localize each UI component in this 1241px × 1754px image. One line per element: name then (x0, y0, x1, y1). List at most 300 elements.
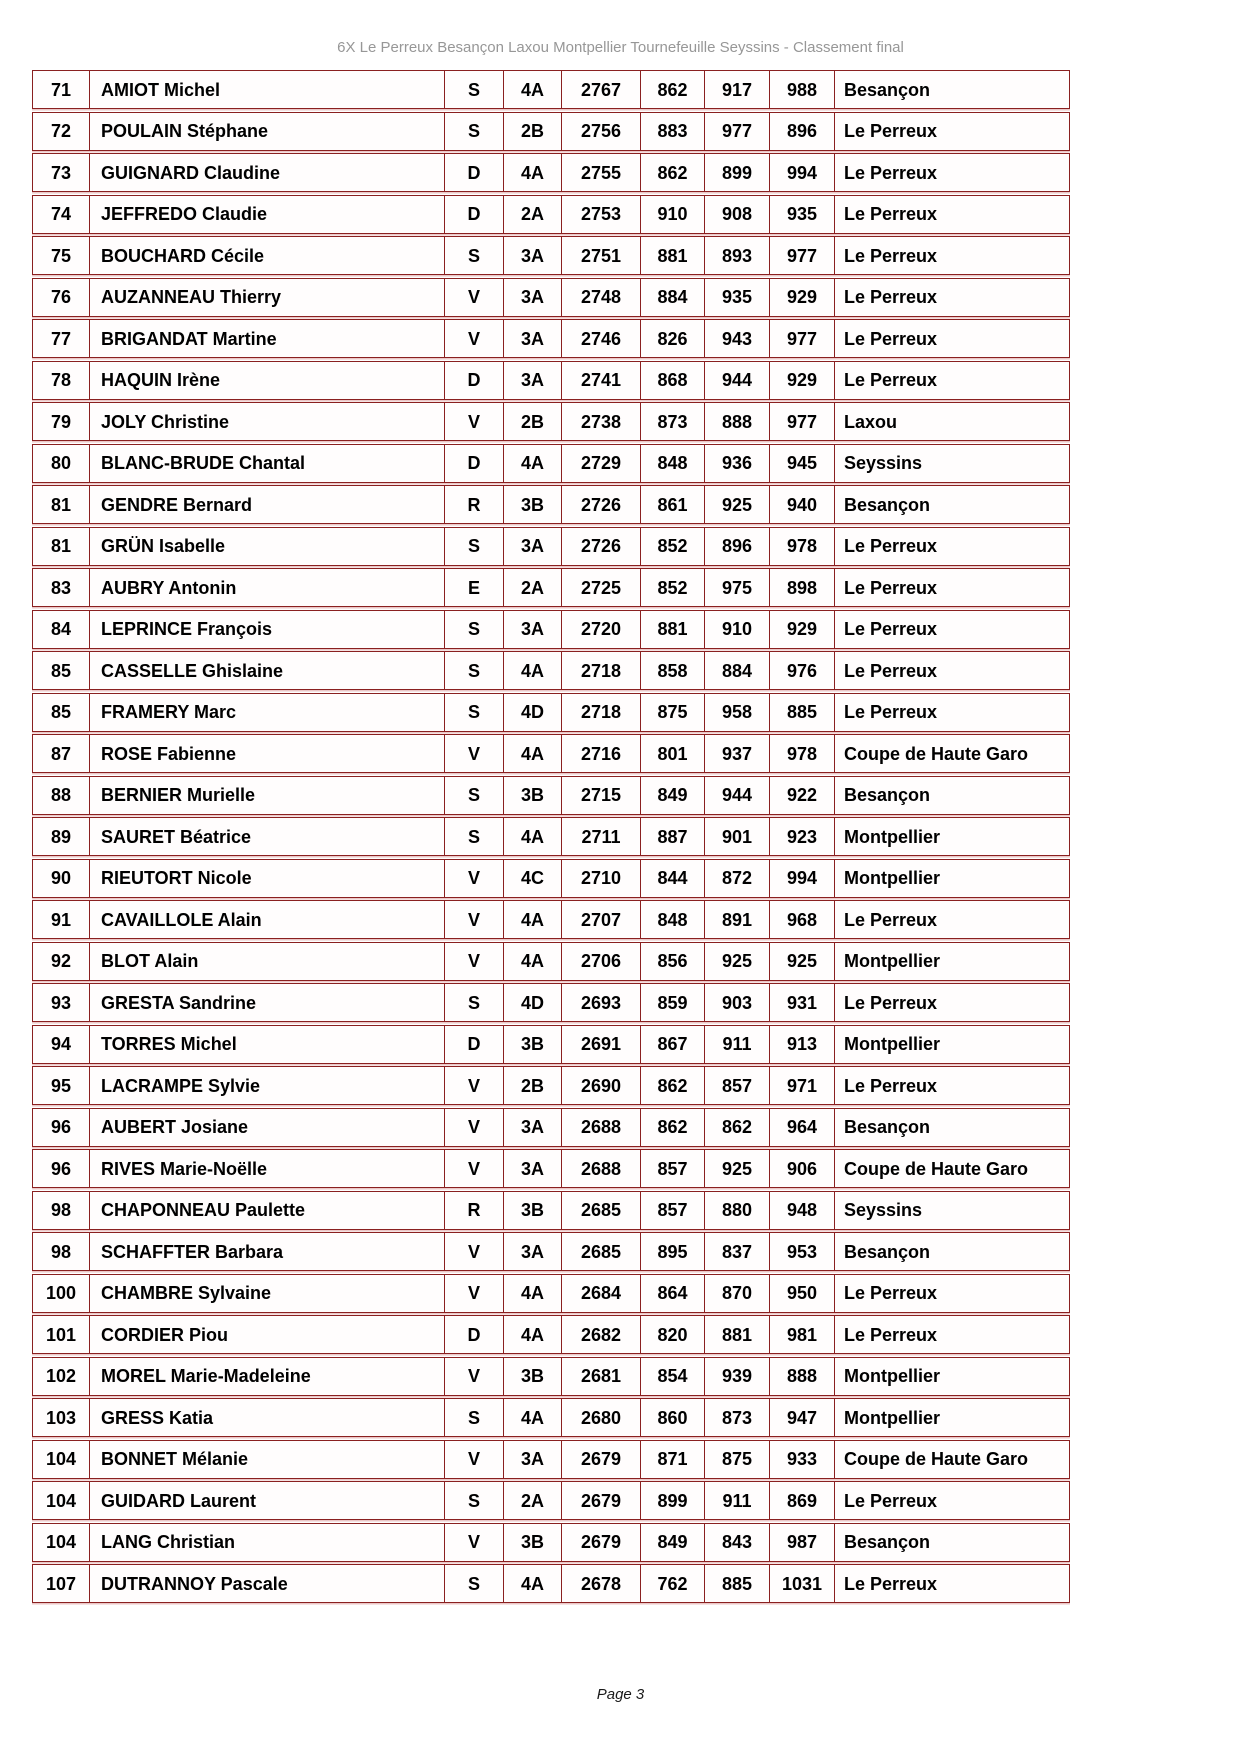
series-cell: 4A (503, 901, 561, 938)
player-name-cell: GUIGNARD Claudine (89, 154, 444, 191)
series-cell: 2B (503, 1067, 561, 1104)
table-row (32, 568, 1070, 607)
player-name-cell: DUTRANNOY Pascale (89, 1565, 444, 1602)
series-cell: 4A (503, 1399, 561, 1436)
player-name-cell: CHAPONNEAU Paulette (89, 1192, 444, 1229)
series-cell: 2B (503, 403, 561, 440)
table-row (32, 817, 1070, 856)
rank-cell: 96 (50, 1117, 72, 1137)
round1-cell: 875 (640, 694, 704, 731)
series-cell: 3A (503, 1233, 561, 1270)
table-row (32, 1149, 1070, 1188)
club-cell: Le Perreux (834, 569, 1069, 606)
round3-cell: 869 (769, 1482, 834, 1519)
table-row (32, 1274, 1070, 1313)
round3-cell: 976 (769, 652, 834, 689)
club-cell: Le Perreux (834, 528, 1069, 565)
series-cell: 2B (503, 113, 561, 150)
round3-cell: 977 (769, 403, 834, 440)
series-cell: 3B (503, 777, 561, 814)
table-row (32, 1066, 1070, 1105)
round3-cell: 977 (769, 237, 834, 274)
round1-cell: 861 (640, 486, 704, 523)
rank-cell: 77 (50, 328, 72, 349)
total-cell: 2751 (561, 237, 640, 274)
player-name-cell: RIEUTORT Nicole (89, 860, 444, 897)
round2-cell: 885 (704, 1565, 769, 1602)
round2-cell: 862 (704, 1109, 769, 1146)
round3-cell: 964 (769, 1109, 834, 1146)
table-row (32, 983, 1070, 1022)
round3-cell: 953 (769, 1233, 834, 1270)
series-cell: 4A (503, 818, 561, 855)
round3-cell: 925 (769, 943, 834, 980)
rank-cell: 81 (50, 494, 72, 515)
round3-cell: 929 (769, 362, 834, 399)
player-name-cell: AMIOT Michel (89, 71, 444, 108)
round3-cell: 945 (769, 445, 834, 482)
total-cell: 2678 (561, 1565, 640, 1602)
rank-cell: 95 (50, 1075, 72, 1096)
status-cell: R (444, 486, 503, 523)
round2-cell: 917 (704, 71, 769, 108)
table-row (32, 1440, 1070, 1479)
round3-cell: 971 (769, 1067, 834, 1104)
round1-cell: 852 (640, 528, 704, 565)
total-cell: 2679 (561, 1524, 640, 1561)
status-cell: V (444, 1150, 503, 1187)
round1-cell: 862 (640, 154, 704, 191)
round1-cell: 862 (640, 71, 704, 108)
round3-cell: 931 (769, 984, 834, 1021)
status-cell: S (444, 237, 503, 274)
round1-cell: 871 (640, 1441, 704, 1478)
rank-cell: 102 (45, 1366, 77, 1386)
rank-cell: 81 (50, 536, 72, 556)
page-title: 6X Le Perreux Besançon Laxou Montpellier Tournefeuille Seyssins - Classement final (337, 39, 904, 56)
club-cell: Besançon (834, 71, 1069, 108)
series-cell: 4A (503, 1275, 561, 1312)
round1-cell: 854 (640, 1358, 704, 1395)
table-row (32, 651, 1070, 690)
player-name-cell: GUIDARD Laurent (89, 1482, 444, 1519)
round1-cell: 867 (640, 1026, 704, 1063)
total-cell: 2718 (561, 652, 640, 689)
round3-cell: 950 (769, 1275, 834, 1312)
total-cell: 2726 (561, 486, 640, 523)
table-row (32, 1025, 1070, 1064)
club-cell: Laxou (834, 403, 1069, 440)
table-row (32, 70, 1070, 109)
round2-cell: 925 (704, 1150, 769, 1187)
rank-cell: 94 (50, 1034, 72, 1054)
round1-cell: 859 (640, 984, 704, 1021)
status-cell: V (444, 943, 503, 980)
total-cell: 2756 (561, 113, 640, 150)
table-row (32, 153, 1070, 192)
status-cell: V (444, 1524, 503, 1561)
round3-cell: 994 (769, 154, 834, 191)
club-cell: Le Perreux (834, 984, 1069, 1021)
total-cell: 2684 (561, 1275, 640, 1312)
table-row (32, 734, 1070, 773)
round3-cell: 923 (769, 818, 834, 855)
total-cell: 2726 (561, 528, 640, 565)
round1-cell: 857 (640, 1150, 704, 1187)
total-cell: 2729 (561, 445, 640, 482)
player-name-cell: POULAIN Stéphane (89, 113, 444, 150)
series-cell: 4A (503, 735, 561, 772)
table-row (32, 195, 1070, 234)
series-cell: 4A (503, 1316, 561, 1353)
round3-cell: 978 (769, 735, 834, 772)
round2-cell: 911 (704, 1482, 769, 1519)
round2-cell: 843 (704, 1524, 769, 1561)
round2-cell: 935 (704, 279, 769, 316)
player-name-cell: JOLY Christine (89, 403, 444, 440)
player-name-cell: BERNIER Murielle (89, 777, 444, 814)
round2-cell: 881 (704, 1316, 769, 1353)
round1-cell: 826 (640, 320, 704, 357)
table-row (32, 1564, 1070, 1603)
table-row (32, 236, 1070, 275)
club-cell: Le Perreux (834, 237, 1069, 274)
series-cell: 4A (503, 154, 561, 191)
rank-cell: 72 (50, 121, 72, 141)
club-cell: Le Perreux (834, 1565, 1069, 1602)
round1-cell: 864 (640, 1275, 704, 1312)
rank-cell: 96 (50, 1158, 72, 1179)
rank-cell: 79 (50, 411, 72, 432)
round2-cell: 943 (704, 320, 769, 357)
round1-cell: 895 (640, 1233, 704, 1270)
round3-cell: 948 (769, 1192, 834, 1229)
total-cell: 2685 (561, 1192, 640, 1229)
club-cell: Coupe de Haute Garo (834, 1441, 1069, 1478)
rank-cell: 98 (50, 1200, 72, 1220)
player-name-cell: LEPRINCE François (89, 611, 444, 648)
round1-cell: 856 (640, 943, 704, 980)
round2-cell: 939 (704, 1358, 769, 1395)
player-name-cell: LANG Christian (89, 1524, 444, 1561)
round2-cell: 870 (704, 1275, 769, 1312)
club-cell: Le Perreux (834, 1275, 1069, 1312)
round1-cell: 899 (640, 1482, 704, 1519)
series-cell: 4D (503, 694, 561, 731)
player-name-cell: TORRES Michel (89, 1026, 444, 1063)
rank-cell: 89 (50, 826, 72, 847)
total-cell: 2746 (561, 320, 640, 357)
status-cell: S (444, 694, 503, 731)
series-cell: 4A (503, 652, 561, 689)
round1-cell: 860 (640, 1399, 704, 1436)
total-cell: 2767 (561, 71, 640, 108)
status-cell: V (444, 735, 503, 772)
total-cell: 2748 (561, 279, 640, 316)
table-row (32, 900, 1070, 939)
club-cell: Montpellier (834, 818, 1069, 855)
series-cell: 3A (503, 237, 561, 274)
player-name-cell: SAURET Béatrice (89, 818, 444, 855)
round1-cell: 820 (640, 1316, 704, 1353)
club-cell: Le Perreux (834, 113, 1069, 150)
table-row (32, 319, 1070, 358)
rank-cell: 84 (50, 619, 72, 639)
status-cell: V (444, 1441, 503, 1478)
page-number: Page 3 (596, 1686, 645, 1703)
total-cell: 2738 (561, 403, 640, 440)
round2-cell: 937 (704, 735, 769, 772)
table-row (32, 1481, 1070, 1520)
round2-cell: 857 (704, 1067, 769, 1104)
round1-cell: 852 (640, 569, 704, 606)
total-cell: 2716 (561, 735, 640, 772)
total-cell: 2725 (561, 569, 640, 606)
round2-cell: 872 (704, 860, 769, 897)
status-cell: V (444, 320, 503, 357)
rank-cell: 92 (50, 951, 72, 971)
round3-cell: 987 (769, 1524, 834, 1561)
club-cell: Seyssins (834, 445, 1069, 482)
round1-cell: 848 (640, 901, 704, 938)
rank-cell: 88 (50, 785, 72, 805)
status-cell: D (444, 445, 503, 482)
status-cell: V (444, 1067, 503, 1104)
round2-cell: 880 (704, 1192, 769, 1229)
player-name-cell: GRESS Katia (89, 1399, 444, 1436)
round2-cell: 884 (704, 652, 769, 689)
status-cell: S (444, 818, 503, 855)
status-cell: E (444, 569, 503, 606)
rank-cell: 74 (50, 204, 72, 224)
rank-cell: 87 (50, 743, 72, 764)
rank-cell: 78 (50, 370, 72, 390)
round2-cell: 908 (704, 196, 769, 233)
table-row (32, 859, 1070, 898)
round2-cell: 901 (704, 818, 769, 855)
club-cell: Coupe de Haute Garo (834, 735, 1069, 772)
status-cell: V (444, 403, 503, 440)
status-cell: S (444, 113, 503, 150)
total-cell: 2690 (561, 1067, 640, 1104)
round2-cell: 975 (704, 569, 769, 606)
rank-cell: 100 (45, 1283, 77, 1303)
club-cell: Le Perreux (834, 652, 1069, 689)
round3-cell: 906 (769, 1150, 834, 1187)
club-cell: Besançon (834, 777, 1069, 814)
table-row (32, 361, 1070, 400)
player-name-cell: GRESTA Sandrine (89, 984, 444, 1021)
club-cell: Le Perreux (834, 1316, 1069, 1353)
round2-cell: 958 (704, 694, 769, 731)
total-cell: 2720 (561, 611, 640, 648)
rank-cell: 104 (45, 1490, 77, 1511)
player-name-cell: MOREL Marie-Madeleine (89, 1358, 444, 1395)
round1-cell: 883 (640, 113, 704, 150)
table-row (32, 1357, 1070, 1396)
total-cell: 2679 (561, 1482, 640, 1519)
round3-cell: 929 (769, 279, 834, 316)
club-cell: Besançon (834, 1233, 1069, 1270)
player-name-cell: BRIGANDAT Martine (89, 320, 444, 357)
table-row (32, 527, 1070, 566)
round2-cell: 925 (704, 486, 769, 523)
status-cell: V (444, 1358, 503, 1395)
player-name-cell: AUZANNEAU Thierry (89, 279, 444, 316)
round2-cell: 936 (704, 445, 769, 482)
player-name-cell: BLANC-BRUDE Chantal (89, 445, 444, 482)
status-cell: V (444, 860, 503, 897)
series-cell: 4A (503, 445, 561, 482)
round3-cell: 988 (769, 71, 834, 108)
player-name-cell: HAQUIN Irène (89, 362, 444, 399)
status-cell: S (444, 652, 503, 689)
round1-cell: 849 (640, 1524, 704, 1561)
round2-cell: 899 (704, 154, 769, 191)
round1-cell: 881 (640, 611, 704, 648)
round1-cell: 881 (640, 237, 704, 274)
series-cell: 3A (503, 1441, 561, 1478)
round3-cell: 898 (769, 569, 834, 606)
series-cell: 2A (503, 196, 561, 233)
total-cell: 2710 (561, 860, 640, 897)
player-name-cell: ROSE Fabienne (89, 735, 444, 772)
series-cell: 3A (503, 1109, 561, 1146)
club-cell: Le Perreux (834, 362, 1069, 399)
table-row (32, 278, 1070, 317)
round1-cell: 862 (640, 1109, 704, 1146)
player-name-cell: BONNET Mélanie (89, 1441, 444, 1478)
rank-cell: 83 (50, 577, 72, 598)
total-cell: 2681 (561, 1358, 640, 1395)
rank-cell: 98 (50, 1241, 72, 1262)
series-cell: 3A (503, 362, 561, 399)
total-cell: 2707 (561, 901, 640, 938)
series-cell: 4A (503, 1565, 561, 1602)
status-cell: S (444, 984, 503, 1021)
round3-cell: 978 (769, 528, 834, 565)
club-cell: Le Perreux (834, 611, 1069, 648)
player-name-cell: LACRAMPE Sylvie (89, 1067, 444, 1104)
player-name-cell: RIVES Marie-Noëlle (89, 1150, 444, 1187)
club-cell: Coupe de Haute Garo (834, 1150, 1069, 1187)
round1-cell: 887 (640, 818, 704, 855)
rank-cell: 85 (50, 660, 72, 681)
round3-cell: 913 (769, 1026, 834, 1063)
total-cell: 2680 (561, 1399, 640, 1436)
club-cell: Le Perreux (834, 694, 1069, 731)
club-cell: Le Perreux (834, 320, 1069, 357)
rank-cell: 80 (50, 453, 72, 473)
table-row (32, 776, 1070, 815)
round2-cell: 875 (704, 1441, 769, 1478)
status-cell: S (444, 71, 503, 108)
series-cell: 3A (503, 611, 561, 648)
club-cell: Le Perreux (834, 901, 1069, 938)
total-cell: 2688 (561, 1150, 640, 1187)
table-row (32, 1398, 1070, 1437)
status-cell: D (444, 1316, 503, 1353)
round3-cell: 1031 (769, 1565, 834, 1602)
status-cell: S (444, 777, 503, 814)
total-cell: 2718 (561, 694, 640, 731)
rank-cell: 101 (45, 1324, 77, 1345)
total-cell: 2679 (561, 1441, 640, 1478)
player-name-cell: FRAMERY Marc (89, 694, 444, 731)
status-cell: V (444, 901, 503, 938)
total-cell: 2685 (561, 1233, 640, 1270)
table-row (32, 693, 1070, 732)
ranking-table (32, 70, 1070, 1606)
club-cell: Le Perreux (834, 196, 1069, 233)
round1-cell: 868 (640, 362, 704, 399)
rank-cell: 76 (50, 287, 72, 307)
round3-cell: 885 (769, 694, 834, 731)
round1-cell: 801 (640, 735, 704, 772)
status-cell: D (444, 154, 503, 191)
round1-cell: 884 (640, 279, 704, 316)
rank-cell: 107 (45, 1573, 77, 1594)
player-name-cell: JEFFREDO Claudie (89, 196, 444, 233)
round1-cell: 849 (640, 777, 704, 814)
table-row (32, 1191, 1070, 1230)
round2-cell: 896 (704, 528, 769, 565)
round3-cell: 888 (769, 1358, 834, 1395)
player-name-cell: CORDIER Piou (89, 1316, 444, 1353)
rank-cell: 104 (45, 1449, 77, 1469)
rank-cell: 85 (50, 702, 72, 722)
series-cell: 3B (503, 1026, 561, 1063)
round3-cell: 940 (769, 486, 834, 523)
round2-cell: 944 (704, 777, 769, 814)
player-name-cell: GRÜN Isabelle (89, 528, 444, 565)
club-cell: Le Perreux (834, 279, 1069, 316)
series-cell: 3B (503, 1192, 561, 1229)
club-cell: Besançon (834, 1524, 1069, 1561)
series-cell: 3A (503, 279, 561, 316)
club-cell: Le Perreux (834, 154, 1069, 191)
club-cell: Montpellier (834, 1358, 1069, 1395)
status-cell: V (444, 1109, 503, 1146)
series-cell: 4A (503, 71, 561, 108)
rank-cell: 104 (45, 1532, 77, 1552)
club-cell: Montpellier (834, 1399, 1069, 1436)
round1-cell: 857 (640, 1192, 704, 1229)
series-cell: 4A (503, 943, 561, 980)
table-row (32, 1232, 1070, 1271)
round2-cell: 891 (704, 901, 769, 938)
series-cell: 2A (503, 1482, 561, 1519)
round2-cell: 837 (704, 1233, 769, 1270)
total-cell: 2682 (561, 1316, 640, 1353)
series-cell: 4C (503, 860, 561, 897)
total-cell: 2693 (561, 984, 640, 1021)
status-cell: D (444, 362, 503, 399)
round2-cell: 910 (704, 611, 769, 648)
round3-cell: 977 (769, 320, 834, 357)
status-cell: V (444, 279, 503, 316)
table-row (32, 1315, 1070, 1354)
rank-cell: 90 (50, 868, 72, 888)
round3-cell: 968 (769, 901, 834, 938)
round1-cell: 762 (640, 1565, 704, 1602)
rank-cell: 103 (45, 1407, 77, 1428)
status-cell: S (444, 611, 503, 648)
club-cell: Besançon (834, 486, 1069, 523)
table-row (32, 112, 1070, 151)
player-name-cell: CAVAILLOLE Alain (89, 901, 444, 938)
total-cell: 2691 (561, 1026, 640, 1063)
